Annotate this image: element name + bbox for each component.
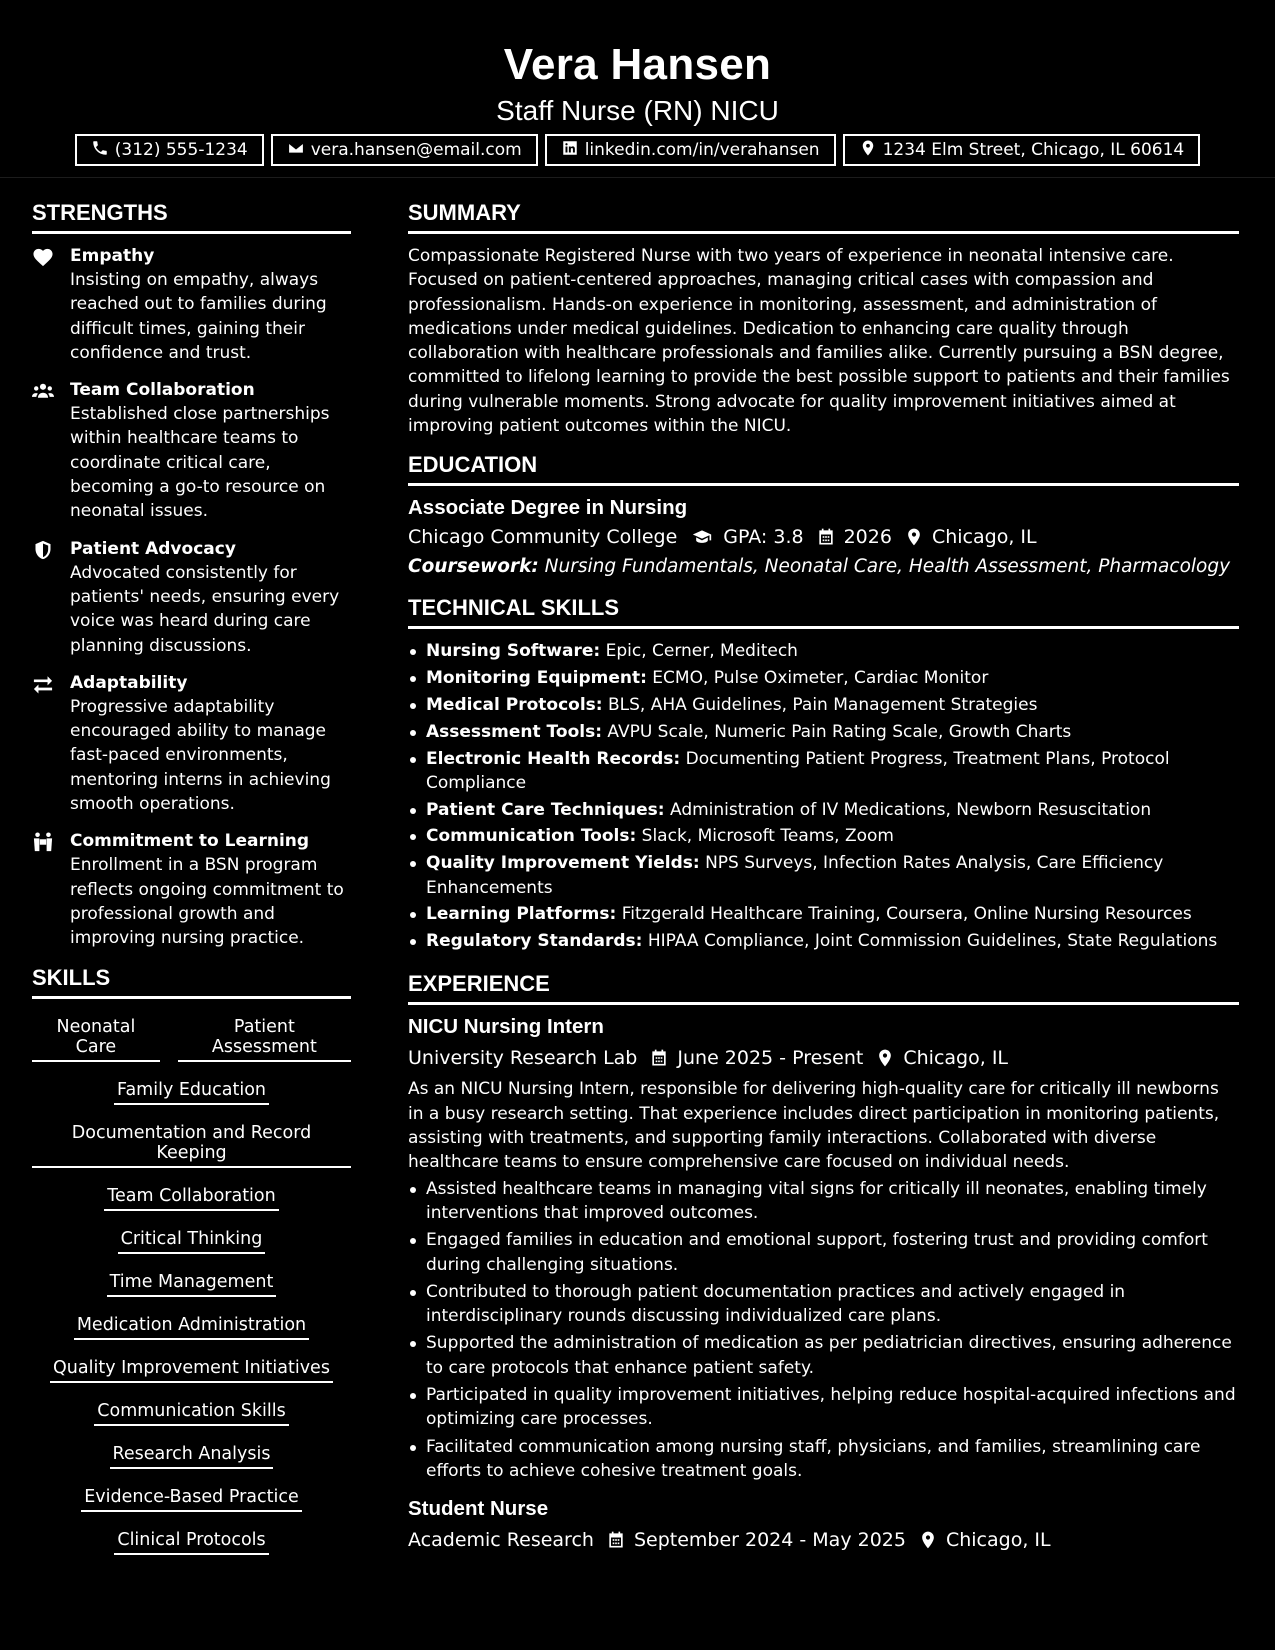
map-pin-icon: [918, 1530, 938, 1550]
tech-skill-value: Slack, Microsoft Teams, Zoom: [641, 826, 894, 847]
contact-phone[interactable]: [75, 134, 264, 166]
skill-tag: Team Collaboration: [104, 1186, 278, 1211]
strength-item: [32, 671, 351, 816]
strength-desc: Insisting on empathy, always reached out to families during difficult times, gaining their confidence and trust.: [70, 270, 327, 363]
contact-bar: [0, 134, 1275, 166]
summary-heading: SUMMARY: [408, 200, 1239, 234]
tech-skill-value: Epic, Cerner, Meditech: [605, 641, 798, 662]
job-title: Student Nurse: [408, 1497, 549, 1521]
summary-text: Compassionate Registered Nurse with two years of experience in neonatal intensive care. Focused on patient-centered approaches, managing critical cases with compassion and professionalism. Hands-on experience in monitoring, assessment, and administration of medications under medical guidelines. Dedication to enhancing care quality through collaboration with healthcare professionals and families alike. Currently pursuing a BSN degree, committed to lifelong learning to provide the best possible support to patients and their families during vulnerable moments. Strong advocate for quality improvement initiatives aimed at improving patient outcomes within the NICU.: [408, 246, 1230, 437]
tech-skill-label: Learning Platforms:: [426, 904, 617, 925]
experience-entry: [408, 1015, 1239, 1483]
strength-title: Empathy: [70, 246, 155, 266]
skill-tag: Time Management: [107, 1272, 277, 1297]
calendar-icon: [649, 1048, 669, 1068]
skill-tag: Medication Administration: [74, 1315, 309, 1340]
skill-tag: Evidence-Based Practice: [81, 1487, 302, 1512]
left-column: [32, 200, 351, 1573]
contact-address[interactable]: [843, 134, 1201, 166]
graduation-cap-icon: [689, 527, 715, 547]
experience-entry: [408, 1497, 1239, 1551]
map-pin-icon: [859, 139, 877, 162]
list-item: [408, 666, 1239, 690]
tech-skill-label: Medical Protocols:: [426, 694, 603, 715]
list-item: [408, 720, 1239, 744]
education-coursework: [408, 556, 1239, 577]
job-location: Chicago, IL: [945, 1529, 1051, 1552]
education-school: Chicago Community College: [408, 526, 678, 549]
strengths-heading: STRENGTHS: [32, 200, 351, 234]
technical-skills-heading: TECHNICAL SKILLS: [408, 595, 1239, 629]
job-description: As an NICU Nursing Intern, responsible for delivering high-quality care for critically ill newborns in a busy research setting. That experience includes direct participation in monitoring patients, assisting with treatments, and supporting family interactions. Collaborated with diverse healthcare teams to ensure comprehensive care focused on individual needs.: [408, 1079, 1220, 1173]
education-year: 2026: [843, 526, 892, 549]
tech-skill-value: Fitzgerald Healthcare Training, Coursera, Online Nursing Resources: [621, 904, 1192, 925]
strength-title: Adaptability: [70, 672, 188, 693]
skill-tag: Critical Thinking: [118, 1229, 266, 1254]
map-pin-icon: [904, 527, 924, 547]
calendar-icon: [606, 1530, 626, 1550]
right-column: [408, 200, 1239, 1565]
tech-skill-label: Assessment Tools:: [426, 721, 602, 742]
contact-email[interactable]: [271, 134, 538, 166]
education-gpa: GPA: 3.8: [723, 526, 804, 549]
job-bullets: [408, 1177, 1239, 1484]
education-meta: [408, 526, 1239, 548]
exchange-arrows-icon: [32, 671, 70, 816]
skills-list: [32, 1017, 351, 1555]
strength-desc: Established close partnerships within healthcare teams to coordinate critical care, becoming a go-to resource on neonatal issues.: [70, 404, 330, 522]
contact-linkedin-text: linkedin.com/in/verahansen: [584, 140, 820, 160]
strength-desc: Enrollment in a BSN program reflects ongoing commitment to professional growth and improving nursing practice.: [70, 855, 344, 949]
tech-skill-label: Patient Care Techniques:: [426, 799, 665, 820]
strength-item: [32, 537, 351, 658]
tech-skill-label: Communication Tools:: [426, 826, 637, 847]
list-item: [408, 693, 1239, 717]
contact-linkedin[interactable]: [545, 134, 836, 166]
list-item: [408, 798, 1239, 822]
shield-icon: [32, 537, 70, 658]
education-heading: EDUCATION: [408, 452, 1239, 486]
technical-skills-list: [408, 639, 1239, 953]
tech-skill-label: Regulatory Standards:: [426, 931, 643, 952]
list-item: Engaged families in education and emotional support, fostering trust and providing comfort during challenging situations.: [408, 1228, 1239, 1277]
skill-tag: Documentation and Record Keeping: [32, 1123, 351, 1168]
contact-address-text: 1234 Elm Street, Chicago, IL 60614: [882, 140, 1185, 160]
candidate-role: Staff Nurse (RN) NICU: [496, 95, 779, 126]
envelope-icon: [287, 139, 305, 162]
tech-skill-label: Nursing Software:: [426, 641, 601, 662]
experience-heading: EXPERIENCE: [408, 971, 1239, 1005]
list-item: [408, 824, 1239, 848]
skill-tag: Communication Skills: [94, 1401, 288, 1426]
tech-skill-value: BLS, AHA Guidelines, Pain Management Strategies: [607, 694, 1038, 715]
strength-title: Team Collaboration: [70, 380, 255, 401]
skill-tag: Patient Assessment: [178, 1017, 351, 1062]
job-dates: June 2025 - Present: [677, 1047, 864, 1070]
skill-tag: Clinical Protocols: [114, 1530, 268, 1555]
skill-tag: Quality Improvement Initiatives: [50, 1358, 333, 1383]
strength-desc: Progressive adaptability encouraged ability to manage fast-paced environments, mentoring interns in achieving smooth operations.: [70, 696, 331, 815]
skill-tag: Research Analysis: [110, 1444, 274, 1469]
strength-item: [32, 244, 351, 365]
linkedin-icon: [561, 139, 579, 162]
people-carry-icon: [32, 829, 70, 950]
list-item: Assisted healthcare teams in managing vital signs for critically ill neonates, enabling timely interventions that improved outcomes.: [408, 1177, 1239, 1226]
job-location: Chicago, IL: [903, 1047, 1009, 1070]
list-item: [408, 929, 1239, 953]
contact-email-text: vera.hansen@email.com: [310, 140, 522, 160]
strength-desc: Advocated consistently for patients' needs, ensuring every voice was heard during care planning discussions.: [70, 562, 340, 656]
list-item: Contributed to thorough patient documentation practices and actively engaged in interdisciplinary rounds discussing individualized care plans.: [408, 1280, 1239, 1329]
job-org: University Research Lab: [408, 1047, 638, 1070]
calendar-icon: [816, 527, 836, 547]
candidate-name: Vera Hansen: [503, 40, 772, 89]
job-meta: [408, 1047, 1239, 1069]
skills-heading: SKILLS: [32, 965, 351, 999]
tech-skill-value: AVPU Scale, Numeric Pain Rating Scale, Growth Charts: [607, 721, 1072, 742]
list-item: Participated in quality improvement initiatives, helping reduce hospital-acquired infections and optimizing care processes.: [408, 1383, 1239, 1432]
list-item: [408, 639, 1239, 663]
users-icon: [32, 378, 70, 523]
coursework-label: Coursework:: [408, 556, 539, 578]
strength-title: Patient Advocacy: [70, 538, 236, 559]
job-dates: September 2024 - May 2025: [633, 1529, 906, 1552]
strength-title: Commitment to Learning: [70, 831, 310, 852]
education-degree: Associate Degree in Nursing: [408, 496, 688, 520]
education-location: Chicago, IL: [931, 526, 1037, 549]
list-item: Supported the administration of medication as per pediatrician directives, ensuring adherence to care protocols that enhance patient safety.: [408, 1331, 1239, 1380]
tech-skill-label: Electronic Health Records:: [426, 748, 681, 769]
strength-item: [32, 378, 351, 523]
tech-skill-value: ECMO, Pulse Oximeter, Cardiac Monitor: [652, 668, 989, 689]
heart-icon: [32, 244, 70, 365]
job-title: NICU Nursing Intern: [408, 1015, 604, 1039]
contact-phone-text: (312) 555-1234: [114, 140, 248, 160]
strength-item: [32, 829, 351, 950]
job-meta: [408, 1529, 1239, 1551]
tech-skill-value: Administration of IV Medications, Newborn Resuscitation: [670, 799, 1152, 820]
skill-tag: Family Education: [114, 1080, 269, 1105]
list-item: [408, 902, 1239, 926]
map-pin-icon: [875, 1048, 895, 1068]
job-org: Academic Research: [408, 1529, 594, 1552]
tech-skill-label: Quality Improvement Yields:: [426, 853, 700, 874]
tech-skill-value: NPS Surveys, Infection Rates Analysis, Care Efficiency Enhancements: [426, 853, 1164, 898]
list-item: [408, 747, 1239, 796]
tech-skill-value: HIPAA Compliance, Joint Commission Guidelines, State Regulations: [647, 931, 1218, 952]
list-item: Facilitated communication among nursing staff, physicians, and families, streamlining care efforts to achieve cohesive treatment goals.: [408, 1435, 1239, 1484]
phone-icon: [91, 139, 109, 162]
coursework-list: Nursing Fundamentals, Neonatal Care, Health Assessment, Pharmacology: [544, 556, 1231, 578]
resume-header: [0, 0, 1275, 178]
tech-skill-value: Documenting Patient Progress, Treatment Plans, Protocol Compliance: [426, 748, 1170, 793]
skill-tag: Neonatal Care: [32, 1017, 160, 1062]
tech-skill-label: Monitoring Equipment:: [426, 668, 647, 689]
list-item: [408, 851, 1239, 900]
